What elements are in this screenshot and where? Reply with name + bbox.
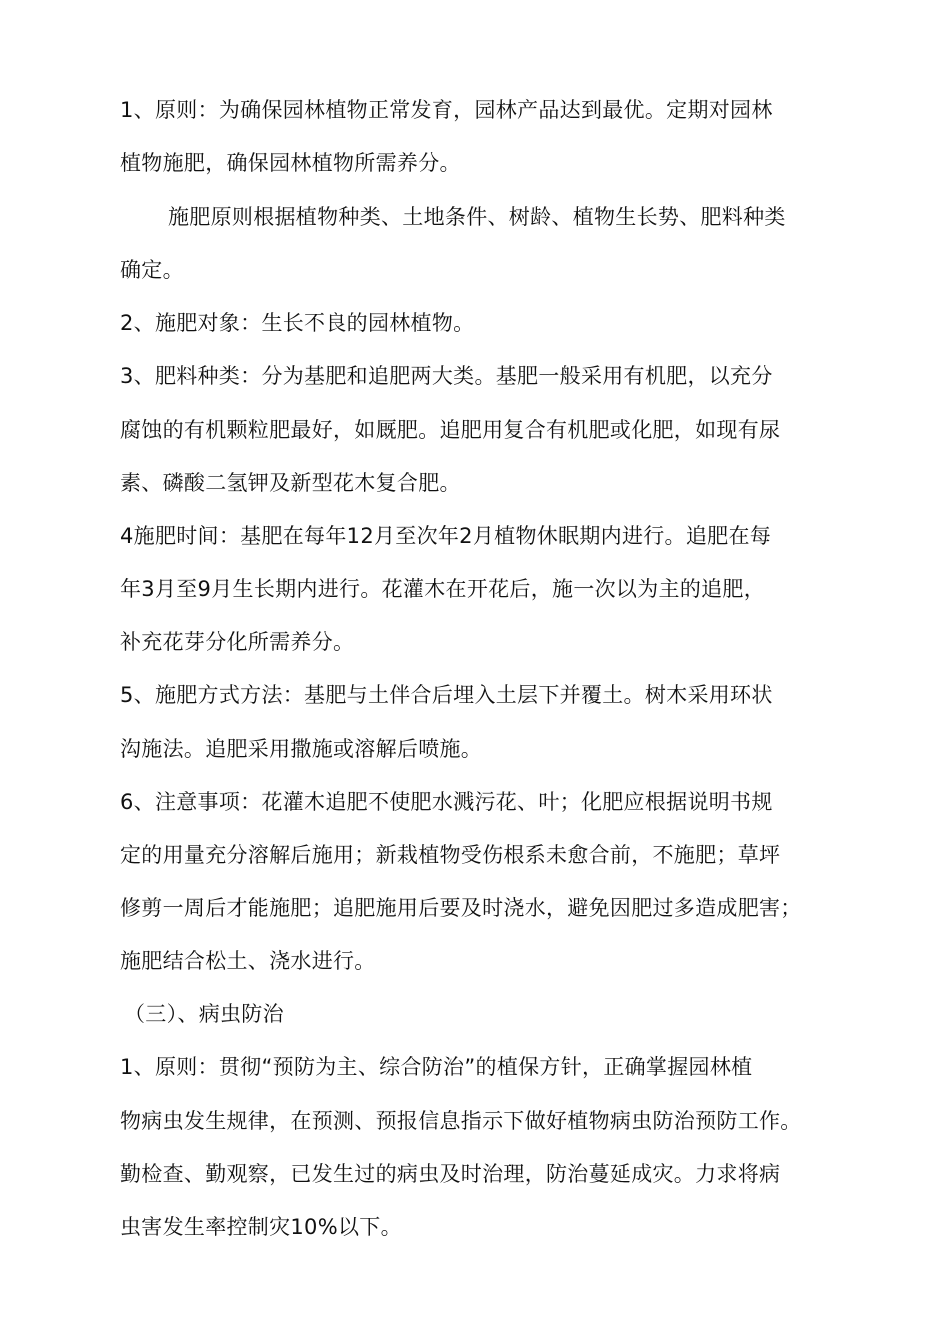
paragraph-line: 修剪一周后才能施肥；追肥施用后要及时浇水，避免因肥过多造成肥害； (120, 896, 802, 920)
paragraph-line: 沟施法。追肥采用撒施或溶解后喷施。 (120, 737, 483, 761)
paragraph-line: 年3月至9月生长期内进行。花灌木在开花后，施一次以为主的追肥， (120, 577, 766, 601)
paragraph-line: 3、肥料种类：分为基肥和追肥两大类。基肥一般采用有机肥，以充分 (120, 364, 773, 388)
paragraph-line: 1、原则：贯彻“预防为主、综合防治”的植保方针，正确掌握园林植 (120, 1055, 753, 1079)
paragraph-line: 2、施肥对象：生长不良的园林植物。 (120, 311, 475, 335)
paragraph-line: 定的用量充分溶解后施用；新栽植物受伤根系未愈合前，不施肥；草坪 (120, 843, 781, 867)
paragraph-line: 6、注意事项：花灌木追肥不使肥水溅污花、叶；化肥应根据说明书规 (120, 790, 773, 814)
paragraph-line: 物病虫发生规律，在预测、预报信息指示下做好植物病虫防治预防工作。 (120, 1109, 802, 1133)
paragraph-line: 施肥原则根据植物种类、土地条件、树龄、植物生长势、肥料种类 (168, 205, 786, 229)
section-heading: （三）、病虫防治 (124, 1002, 284, 1026)
paragraph-line: 补充花芽分化所需养分。 (120, 630, 355, 654)
paragraph-line: 施肥结合松土、浇水进行。 (120, 949, 376, 973)
paragraph-line: 腐蚀的有机颗粒肥最好，如厩肥。追肥用复合有机肥或化肥，如现有尿 (120, 418, 781, 442)
paragraph-line: 1、原则：为确保园林植物正常发育，园林产品达到最优。定期对园林 (120, 98, 773, 122)
paragraph-line: 植物施肥，确保园林植物所需养分。 (120, 151, 461, 175)
paragraph-line: 素、磷酸二氢钾及新型花木复合肥。 (120, 471, 461, 495)
paragraph-line: 4施肥时间：基肥在每年12月至次年2月植物休眠期内进行。追肥在每 (120, 524, 772, 548)
paragraph-line: 勤检查、勤观察，已发生过的病虫及时治理，防治蔓延成灾。力求将病 (120, 1162, 781, 1186)
paragraph-line: 5、施肥方式方法：基肥与土伴合后埋入土层下并覆土。树木采用环状 (120, 683, 773, 707)
paragraph-line: 确定。 (120, 258, 184, 282)
paragraph-line: 虫害发生率控制灾10%以下。 (120, 1215, 402, 1239)
